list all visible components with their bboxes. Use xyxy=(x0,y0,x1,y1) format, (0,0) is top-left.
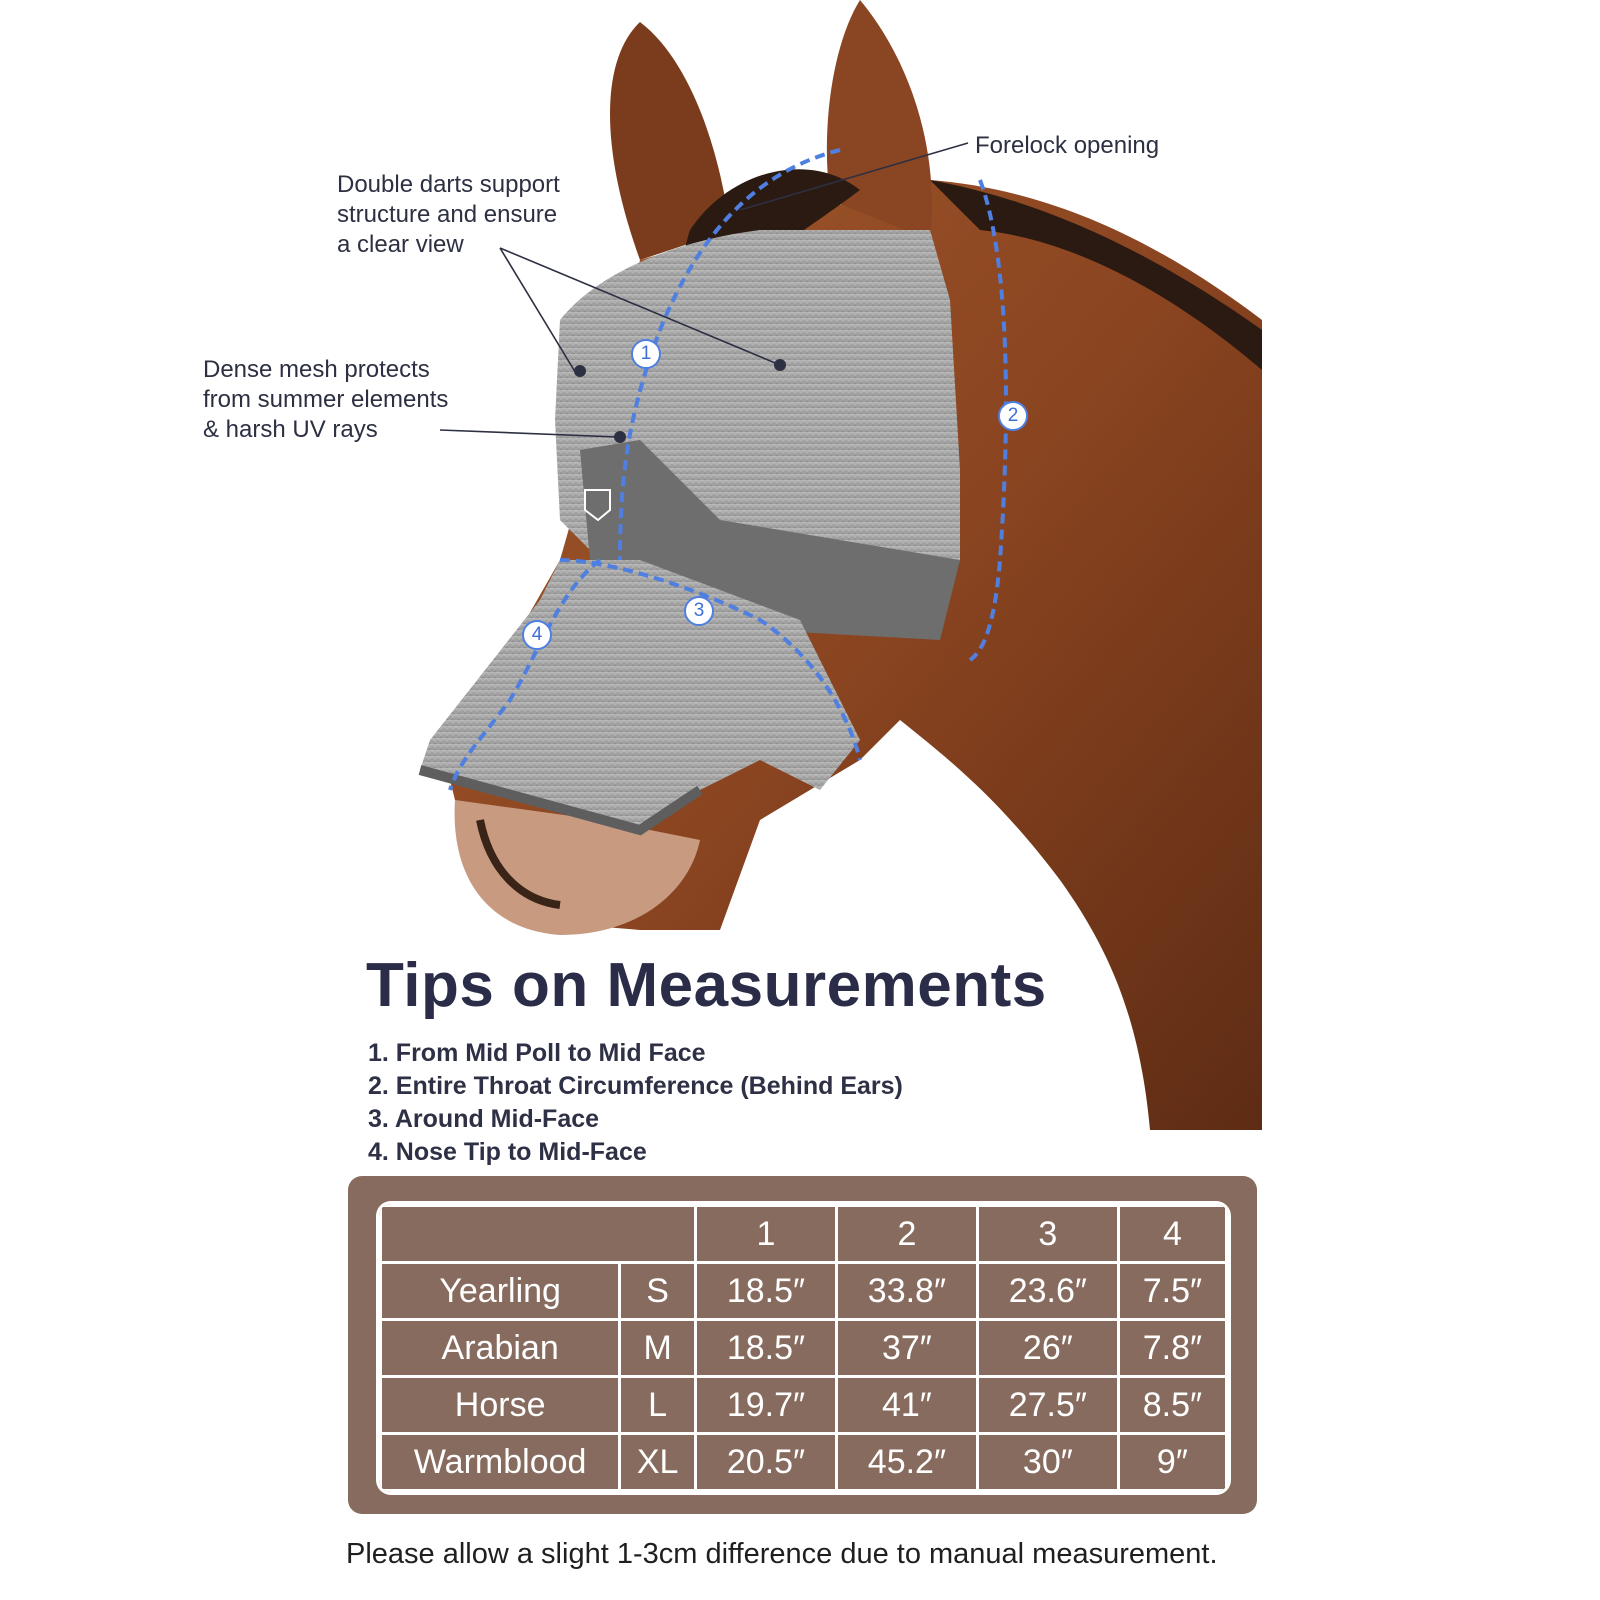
tips-list xyxy=(368,1037,903,1169)
value-cell: 41″ xyxy=(836,1377,977,1434)
darts-dot-1 xyxy=(574,365,586,377)
measure-marker-2: 2 xyxy=(998,401,1028,431)
size-table-header xyxy=(381,1206,1227,1263)
table-row xyxy=(381,1320,1227,1377)
value-cell: 7.8″ xyxy=(1118,1320,1226,1377)
value-cell: 9″ xyxy=(1118,1434,1226,1491)
table-row xyxy=(381,1434,1227,1491)
value-cell: 20.5″ xyxy=(696,1434,837,1491)
tip-item: 4. Nose Tip to Mid-Face xyxy=(368,1138,647,1166)
size-cell: L xyxy=(620,1377,696,1434)
value-cell: 26″ xyxy=(977,1320,1118,1377)
size-cell: XL xyxy=(620,1434,696,1491)
header-blank-cell xyxy=(381,1206,696,1263)
breed-cell: Horse xyxy=(381,1377,620,1434)
size-cell: S xyxy=(620,1263,696,1320)
value-cell: 27.5″ xyxy=(977,1377,1118,1434)
value-cell: 18.5″ xyxy=(696,1263,837,1320)
breed-cell: Arabian xyxy=(381,1320,620,1377)
horse-ear-right xyxy=(827,0,932,240)
size-table xyxy=(379,1204,1228,1492)
tips-title: Tips on Measurements xyxy=(366,951,1047,1020)
table-row xyxy=(381,1377,1227,1434)
darts-dot-2 xyxy=(774,359,786,371)
callout-dense-mesh: Dense mesh protects from summer elements & harsh UV rays xyxy=(203,356,449,443)
column-header: 2 xyxy=(836,1206,977,1263)
measure-marker-3: 3 xyxy=(684,596,714,626)
breed-cell: Yearling xyxy=(381,1263,620,1320)
tip-item: 2. Entire Throat Circumference (Behind Ears) xyxy=(368,1072,903,1100)
table-row xyxy=(381,1263,1227,1320)
callout-double-darts: Double darts support structure and ensure a clear view xyxy=(337,171,560,258)
footer-note: Please allow a slight 1-3cm difference due to manual measurement. xyxy=(346,1538,1218,1570)
value-cell: 7.5″ xyxy=(1118,1263,1226,1320)
value-cell: 18.5″ xyxy=(696,1320,837,1377)
size-cell: M xyxy=(620,1320,696,1377)
tip-item: 3. Around Mid-Face xyxy=(368,1105,600,1133)
value-cell: 19.7″ xyxy=(696,1377,837,1434)
callout-forelock-opening: Forelock opening xyxy=(975,132,1160,159)
value-cell: 30″ xyxy=(977,1434,1118,1491)
darts-leader-1 xyxy=(500,248,577,375)
value-cell: 37″ xyxy=(836,1320,977,1377)
column-header: 3 xyxy=(977,1206,1118,1263)
measure-marker-1: 1 xyxy=(631,339,661,369)
measure-marker-4: 4 xyxy=(522,620,552,650)
mesh-dot xyxy=(614,431,626,443)
value-cell: 33.8″ xyxy=(836,1263,977,1320)
column-header: 1 xyxy=(696,1206,837,1263)
breed-cell: Warmblood xyxy=(381,1434,620,1491)
value-cell: 23.6″ xyxy=(977,1263,1118,1320)
value-cell: 45.2″ xyxy=(836,1434,977,1491)
value-cell: 8.5″ xyxy=(1118,1377,1226,1434)
size-chart-panel xyxy=(348,1176,1257,1514)
column-header: 4 xyxy=(1118,1206,1226,1263)
tip-item: 1. From Mid Poll to Mid Face xyxy=(368,1039,706,1067)
